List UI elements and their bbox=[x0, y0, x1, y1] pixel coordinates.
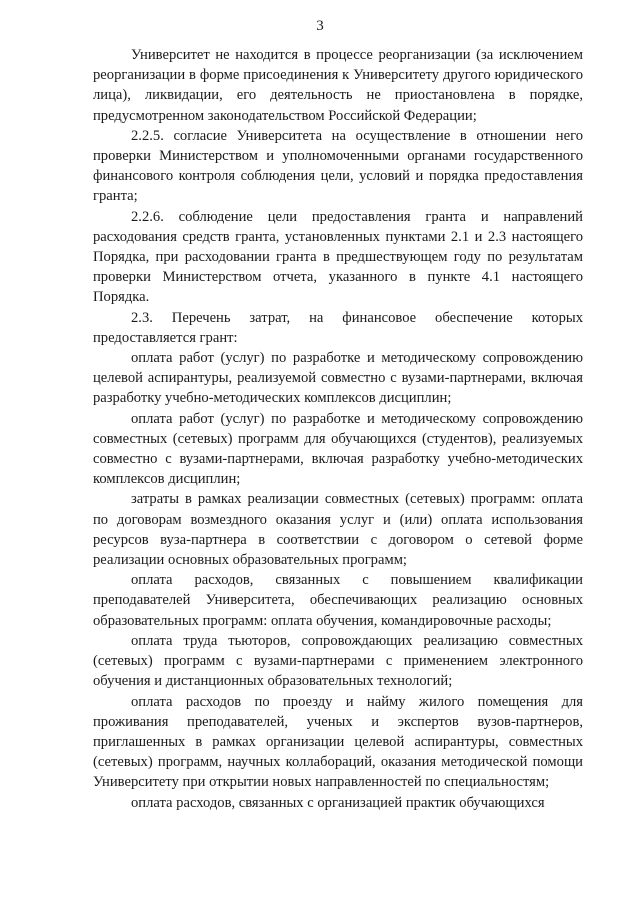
page-number: 3 bbox=[316, 18, 324, 34]
list-item-travel-housing: оплата расходов по проезду и найму жилого помещения для проживания преподавателей, ученых и экспертов вузов-партнеров, приглашенных в рамках организации целевой аспирантуры, совместных (сетевых) программ, научных коллабораций, оказания методической помощи Университету при открытии новых направленностей по специальностям; bbox=[93, 693, 583, 791]
paragraph-reorganization: Университет не находится в процессе реорганизации (за исключением реорганизации в форме присоединения к Университету другого юридического лица), ликвидации, его деятельность не приостановлена в порядке, предусмотренном законодательством Российской Федерации; bbox=[93, 47, 583, 124]
list-item-practice: оплата расходов, связанных с организацией практик обучающихся bbox=[131, 794, 545, 811]
document-body bbox=[93, 45, 583, 813]
paragraph-2-2-5: 2.2.5. согласие Университета на осуществление в отношении него проверки Министерством и уполномоченными органами государственного финансового контроля соблюдения цели, условий и порядка предоставления гранта; bbox=[93, 127, 583, 205]
list-item-qualification: оплата расходов, связанных с повышением квалификации преподавателей Университета, обеспечивающих реализацию основных образовательных программ: оплата обучения, командировочные расходы; bbox=[93, 572, 583, 629]
paragraph-2-3: 2.3. Перечень затрат, на финансовое обеспечение которых предоставляется грант: bbox=[93, 309, 583, 346]
list-item-network-programs: оплата работ (услуг) по разработке и методическому сопровождению совместных (сетевых) программ для обучающихся (студентов), реализуемых совместно с вузами-партнерами, включая разработку учебно-методических комплексов дисциплин; bbox=[93, 410, 583, 488]
list-item-network-costs: затраты в рамках реализации совместных (сетевых) программ: оплата по договорам возмездного оказания услуг и (или) оплата использования ресурсов вуза-партнера в соответствии с договором о сетевой форме реализации основных образовательных программ; bbox=[93, 491, 583, 569]
list-item-tutors: оплата труда тьюторов, сопровождающих реализацию совместных (сетевых) программ с вузами-партнерами с применением электронного обучения и дистанционных образовательных технологий; bbox=[93, 632, 583, 690]
list-item-target-postgraduate: оплата работ (услуг) по разработке и методическому сопровождению целевой аспирантуры, реализуемой совместно с вузами-партнерами, включая разработку учебно-методических комплексов дисциплин; bbox=[93, 350, 583, 407]
paragraph-2-2-6: 2.2.6. соблюдение цели предоставления гранта и направлений расходования средств гранта, установленных пунктами 2.1 и 2.3 настоящего Порядка, при расходовании гранта в предшествующем году по результатам проверки Министерством отчета, указанного в пункте 4.1 настоящего Порядка. bbox=[93, 208, 583, 306]
